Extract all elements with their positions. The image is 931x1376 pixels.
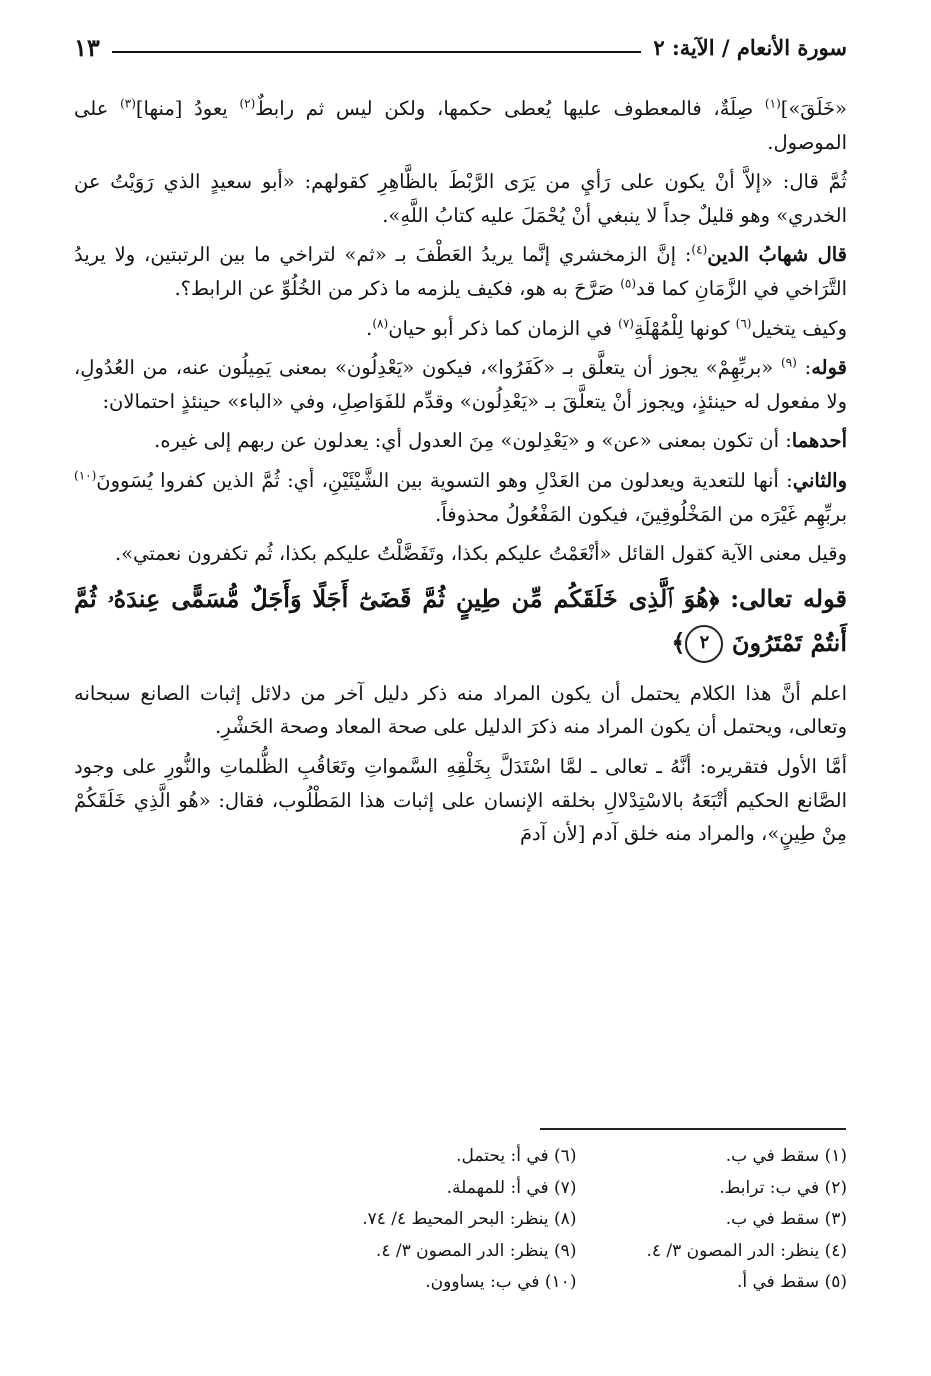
footnote: (١) سقط في ب. bbox=[725, 1146, 847, 1166]
surah-reference: سورة الأنعام / الآية: ٢ bbox=[653, 34, 847, 60]
running-header bbox=[74, 28, 847, 66]
footnote: (٥) سقط في أ. bbox=[736, 1272, 847, 1292]
footnote: (٨) ينظر: البحر المحيط ٤/ ٧٤. bbox=[362, 1209, 577, 1229]
footnote: (٤) ينظر: الدر المصون ٣/ ٤. bbox=[646, 1240, 847, 1261]
footnote-ref: (١٠) bbox=[74, 468, 97, 483]
footnote-ref: (١) bbox=[764, 96, 781, 111]
footnote: (٣) سقط في ب. bbox=[725, 1209, 847, 1229]
footnotes-column-left bbox=[362, 1141, 576, 1299]
paragraph: «خَلَقَ»]$^{(١)}$ صِلَةٌ، فالمعطوف عليها يُعطى حكمها، ولكن ليس ثم رابطٌ$^{(٢)}$ يعودُ [منها]$^{(٣)}$ على الموصول. bbox=[74, 96, 847, 154]
paragraph-label: قال شهابُ الدين bbox=[707, 243, 847, 267]
footnote: (٧) في أ: للمهملة. bbox=[446, 1177, 577, 1198]
main-text bbox=[74, 92, 847, 857]
footnote-ref: (٤) bbox=[691, 242, 708, 257]
footnote-ref: (٧) bbox=[618, 316, 634, 331]
footnote: (٩) ينظر: الدر المصون ٣/ ٤. bbox=[375, 1240, 577, 1261]
paragraph: اعلم أنَّ هذا الكلام يحتمل أن يكون المراد منه ذكر دليل آخر من دلائل إثبات الصانع سبحانه وتعالى، ويحتمل أن يكون المراد منه ذكرَ الدليل على صحة المعاد وصحة الحَشْرِ. bbox=[74, 681, 847, 739]
page-number: ١٣ bbox=[74, 32, 100, 62]
footnote: (٦) في أ: يحتمل. bbox=[456, 1146, 577, 1166]
paragraph: قوله: $^{(٩)}$ «بربِّهِمْ» يجوز أن يتعلَّق بـ «كَفَرُوا»، فيكون «يَعْدِلُون» بمعنى يَمِيلُون عنه، من العُدُولِ، ولا مفعول له حينئذٍ، ويجوز أنْ يتعلَّقَ بـ «يَعْدِلُون» وقدِّم للفَوَاصِلِ، وفي «الباء» حينئذٍ احتمالان: bbox=[74, 355, 847, 413]
paragraph: وكيف يتخيل$^{(٦)}$ كونها لِلْمُهْلَةِ$^{(٧)}$ في الزمان كما ذكر أبو حيان$^{(٨)}$. bbox=[366, 316, 847, 340]
paragraph: ثُمَّ قال: «إلاَّ أنْ يكون على رَأيِ من يَرَى الرَّبْطَ بالظَّاهِرِ كقولهم: «أبو سعيدٍ الذي رَوَيْتُ عن الخدري» وهو قليلٌ جداً لا ينبغي أنْ يُحْمَلَ عليه كتابُ اللَّهِ». bbox=[74, 170, 847, 227]
verse-intro: قوله تعالى: bbox=[719, 583, 847, 613]
footnote-ref: (٣) bbox=[120, 96, 136, 111]
footnotes-column-right bbox=[646, 1141, 847, 1299]
paragraph: قال شهابُ الدين$^{(٤)}$: إنَّ الزمخشري إنَّما يريدُ العَطْفَ بـ «ثم» لتراخي ما بين الرتبتين، ولا يريدُ التَّرَاخي في الزَّمَانِ كما قد$^{(٥)}$ صَرَّحَ به هو، فكيف يلزمه ما ذكر من الخُلُوِّ عن الرابط؟. bbox=[74, 242, 847, 300]
footnote: (١٠) في ب: يساوون. bbox=[425, 1272, 577, 1292]
verse-text: ﴿هُوَ ٱلَّذِى خَلَقَكُم مِّن طِينٍ ثُمَّ قَضَىٰٓ أَجَلًا وَأَجَلٌ مُّسَمًّى عِندَهُۥ ثُمَّ أَنتُمْ تَمْتَرُونَ bbox=[74, 583, 847, 657]
footnote: (٢) في ب: ترابط. bbox=[719, 1177, 847, 1198]
footnote-ref: (٩) bbox=[781, 355, 797, 370]
paragraph: والثاني: أنها للتعدية ويعدلون من العَدْلِ وهو التسوية بين الشَّيْئَيْنِ، أي: ثُمَّ الذين كفروا يُسَوونَ$^{(١٠)}$ بربِّهِم غَيْرَه من المَخْلُوقِينَ، فيكون المَفْعُولُ محذوفاً. bbox=[74, 468, 847, 526]
paragraph-label: أحدهما bbox=[791, 429, 847, 453]
header-rule bbox=[112, 51, 642, 53]
paragraph: أحدهما: أن تكون بمعنى «عن» و «يَعْدِلون» مِنَ العدول أي: يعدلون عن ربهم إلى غيره. bbox=[154, 429, 847, 453]
quran-verse: قوله تعالى: ﴿هُوَ ٱلَّذِى خَلَقَكُم مِّن طِينٍ ثُمَّ قَضَىٰٓ أَجَلًا وَأَجَلٌ مُّسَمًّى عِندَهُۥ ثُمَّ أَنتُمْ تَمْتَرُونَ ٢﴾ bbox=[74, 577, 847, 665]
footnote-ref: (٦) bbox=[735, 316, 752, 331]
paragraph: أمَّا الأول فتقريره: أنَّهُ ـ تعالى ـ لمَّا اسْتَدَلَّ بِخَلْقِهِ السَّمواتِ وتَعَاقُبِ الظُّلماتِ والنُّورِ على وجود الصَّانع الحكيم أتْبَعَهُ بالاسْتِدْلالِ بخلقه الإنسان على إثبات هذا المَطْلُوب، فقال: «هُو الَّذِي خَلَقَكُمْ مِنْ طِينٍ»، والمراد منه خلق آدم [لأن آدمَ bbox=[74, 754, 847, 846]
verse-number-ornament: ٢ bbox=[685, 625, 723, 663]
footnote-ref: (٥) bbox=[620, 276, 637, 291]
paragraph: وقيل معنى الآية كقول القائل «أنْعَمْتُ عليكم بكذا، وتَفَضَّلْتُ عليكم بكذا، ثُم تكفرون نعمتي». bbox=[114, 542, 847, 566]
paragraph-label: والثاني bbox=[792, 468, 847, 492]
footnote-ref: (٨) bbox=[372, 316, 389, 331]
footnote-rule bbox=[540, 1128, 846, 1130]
footnote-ref: (٢) bbox=[239, 96, 256, 111]
paragraph-label: قوله bbox=[811, 356, 847, 380]
footnotes bbox=[190, 1141, 847, 1299]
